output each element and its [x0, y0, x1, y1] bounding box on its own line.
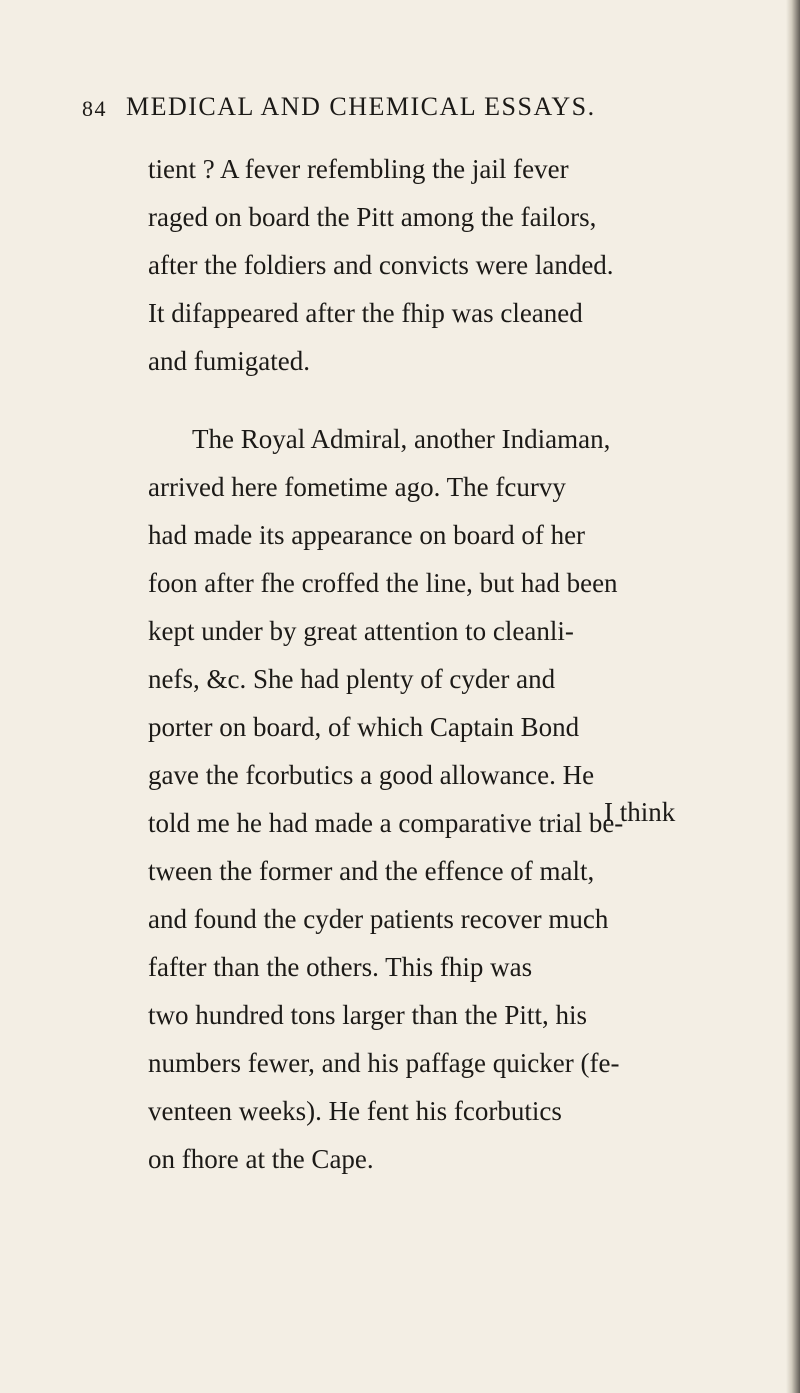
- text-line: venteen weeks). He fent his fcorbutics: [148, 1096, 562, 1126]
- text-line: arrived here fometime ago. The fcurvy: [148, 472, 566, 502]
- running-title: MEDICAL AND CHEMICAL ESSAYS.: [126, 92, 596, 121]
- text-line: raged on board the Pitt among the failors,: [148, 202, 597, 232]
- text-line: foon after fhe croffed the line, but had been: [148, 568, 618, 598]
- page-edge-shadow: [786, 0, 800, 1393]
- text-line: The Royal Admiral, another Indiaman,: [192, 424, 611, 454]
- body-text: [148, 145, 728, 1183]
- text-line: porter on board, of which Captain Bond: [148, 712, 580, 742]
- text-line: on fhore at the Cape.: [148, 1144, 374, 1174]
- text-line: and found the cyder patients recover much: [148, 904, 609, 934]
- text-line: had made its appearance on board of her: [148, 520, 586, 550]
- text-line: and fumigated.: [148, 346, 310, 376]
- paragraph-break: [148, 385, 728, 415]
- text-line: nefs, &c. She had plenty of cyder and: [148, 664, 556, 694]
- running-header: [82, 92, 662, 132]
- text-line: two hundred tons larger than the Pitt, his: [148, 1000, 587, 1030]
- page-number: 84: [82, 96, 107, 121]
- text-line: fafter than the others. This fhip was: [148, 952, 533, 982]
- text-line: numbers fewer, and his paffage quicker (fe-: [148, 1048, 620, 1078]
- text-line: gave the fcorbutics a good allowance. He: [148, 760, 595, 790]
- text-line: tient ? A fever refembling the jail fever: [148, 154, 569, 184]
- paragraph-1: [148, 145, 728, 385]
- catchword: I think: [604, 797, 676, 827]
- text-line: It difappeared after the fhip was cleaned: [148, 298, 583, 328]
- text-line: kept under by great attention to cleanli-: [148, 616, 574, 646]
- text-line: tween the former and the effence of malt,: [148, 856, 595, 886]
- text-line: told me he had made a comparative trial be-: [148, 808, 624, 838]
- text-line: after the foldiers and convicts were landed.: [148, 250, 614, 280]
